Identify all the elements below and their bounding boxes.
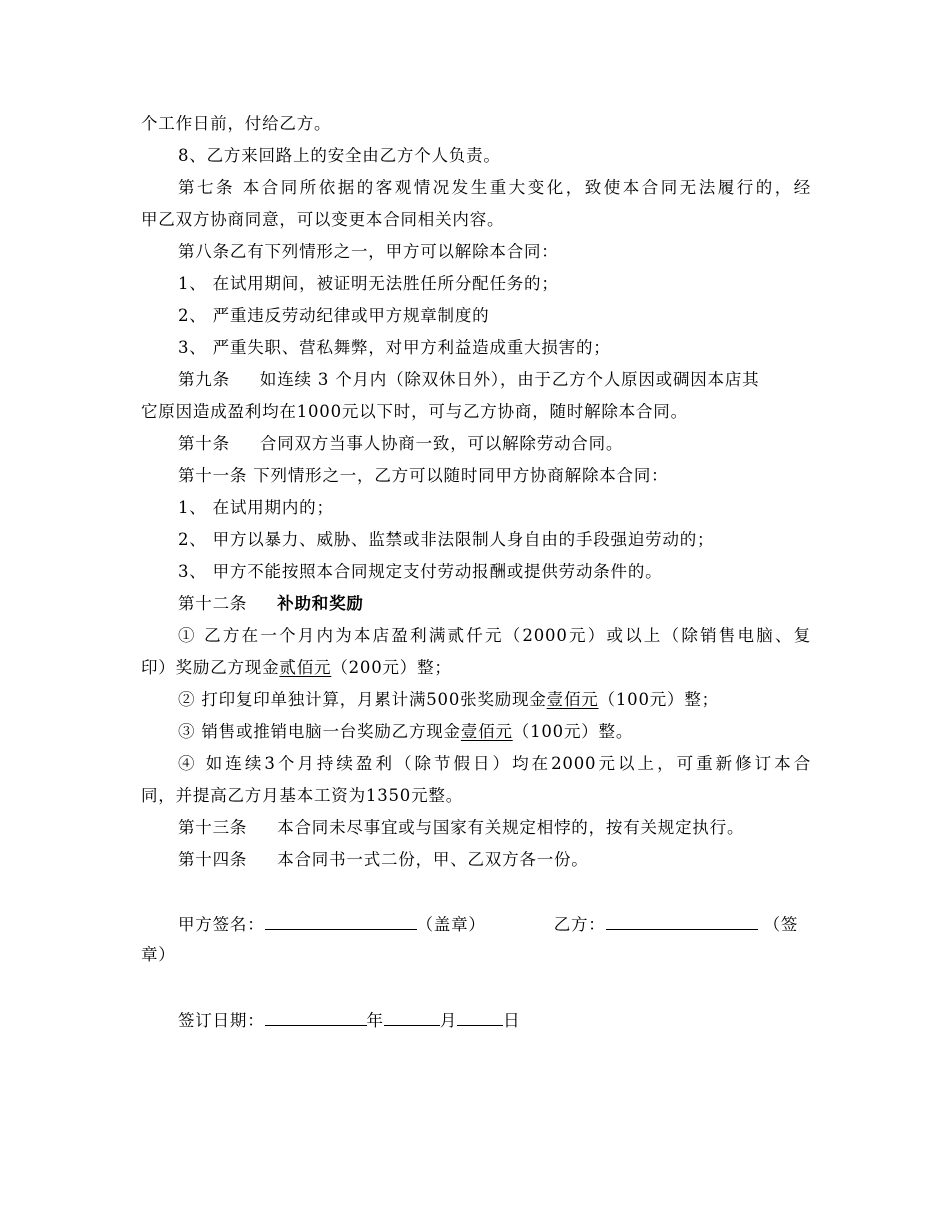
signature-line <box>178 913 811 935</box>
date-label: 签订日期： <box>178 1011 265 1030</box>
underlined-amount: 壹佰元 <box>460 722 513 741</box>
text-line: 它原因造成盈利均在1000元以下时，可与乙方协商，随时解除本合同。 <box>141 402 688 421</box>
text-line: 个工作日前，付给乙方。 <box>141 114 332 133</box>
reward-item-2 <box>178 690 811 710</box>
text-line <box>141 658 811 678</box>
text-segment: （100元）整； <box>598 690 719 709</box>
party-b-label: 乙方： <box>553 915 606 934</box>
article-12-title: 第十二条 <box>178 594 248 613</box>
article-14-title: 第十四条 <box>178 850 248 869</box>
article-8: 第八条乙有下列情形之一，甲方可以解除本合同： <box>178 242 559 261</box>
day-label: 日 <box>503 1011 521 1030</box>
underlined-amount: 壹佰元 <box>546 690 599 709</box>
text-line: 同，并提高乙方月基本工资为1350元整。 <box>141 786 463 805</box>
article-13-title: 第十三条 <box>178 818 248 837</box>
list-item: 1、 在试用期内的； <box>178 498 334 517</box>
article-12 <box>178 594 811 614</box>
article-9-title: 第九条 <box>178 370 230 389</box>
text-line: 8、乙方来回路上的安全由乙方个人负责。 <box>178 146 501 165</box>
article-11: 第十一条 下列情形之一，乙方可以随时同甲方协商解除本合同： <box>178 466 669 485</box>
article-12-heading: 补助和奖励 <box>277 594 364 613</box>
text-segment: ② 打印复印单独计算，月累计满500张奖励现金 <box>178 690 547 709</box>
party-b-signature-blank[interactable] <box>606 913 758 930</box>
article-13-text: 本合同未尽事宜或与国家有关规定相悖的，按有关规定执行。 <box>277 818 745 837</box>
text-line: 甲乙双方协商同意，可以变更本合同相关内容。 <box>141 210 505 229</box>
underlined-amount: 贰佰元 <box>279 658 332 677</box>
list-item: 1、 在试用期间，被证明无法胜任所分配任务的； <box>178 274 559 293</box>
day-blank[interactable] <box>457 1009 503 1026</box>
article-10-text: 合同双方当事人协商一致，可以解除劳动合同。 <box>259 434 624 453</box>
article-7: 第七条 本合同所依据的客观情况发生重大变化，致使本合同无法履行的，经 <box>178 178 811 197</box>
text-segment: ③ 销售或推销电脑一台奖励乙方现金 <box>178 722 461 741</box>
article-14-text: 本合同书一式二份，甲、乙双方各一份。 <box>277 850 589 869</box>
date-line <box>178 1009 811 1031</box>
year-label: 年 <box>366 1011 384 1030</box>
text-segment: 印）奖励乙方现金 <box>141 658 280 677</box>
list-item: 3、 甲方不能按照本合同规定支付劳动报酬或提供劳动条件的。 <box>178 562 663 581</box>
party-b-seal-start: （签 <box>763 915 799 934</box>
reward-item-4: ④ 如连续3个月持续盈利（除节假日）均在2000元以上，可重新修订本合 <box>178 754 811 773</box>
text-segment: （100元）整。 <box>512 722 634 741</box>
reward-item-3 <box>178 722 811 742</box>
list-item: 2、 严重违反劳动纪律或甲方规章制度的 <box>178 306 490 325</box>
article-14 <box>178 850 811 870</box>
party-a-seal: （盖章） <box>416 915 486 934</box>
reward-item-1: ① 乙方在一个月内为本店盈利满贰仟元（2000元）或以上（除销售电脑、复 <box>178 626 811 645</box>
party-b-seal-end: 章） <box>141 945 176 964</box>
text-segment: （200元）整； <box>331 658 452 677</box>
year-blank[interactable] <box>265 1009 367 1026</box>
article-13 <box>178 818 811 838</box>
article-10 <box>178 434 811 454</box>
party-a-label: 甲方签名： <box>178 915 265 934</box>
article-9-text: 如连续 3 个月内（除双休日外），由于乙方个人原因或碉因本店其 <box>259 370 760 389</box>
month-label: 月 <box>439 1011 458 1030</box>
article-10-title: 第十条 <box>178 434 230 453</box>
list-item: 3、 严重失职、营私舞弊，对甲方利益造成重大损害的； <box>178 338 611 357</box>
list-item: 2、 甲方以暴力、威胁、监禁或非法限制人身自由的手段强迫劳动的； <box>178 530 715 549</box>
party-a-signature-blank[interactable] <box>265 913 417 930</box>
month-blank[interactable] <box>384 1009 440 1026</box>
article-9 <box>178 370 811 390</box>
